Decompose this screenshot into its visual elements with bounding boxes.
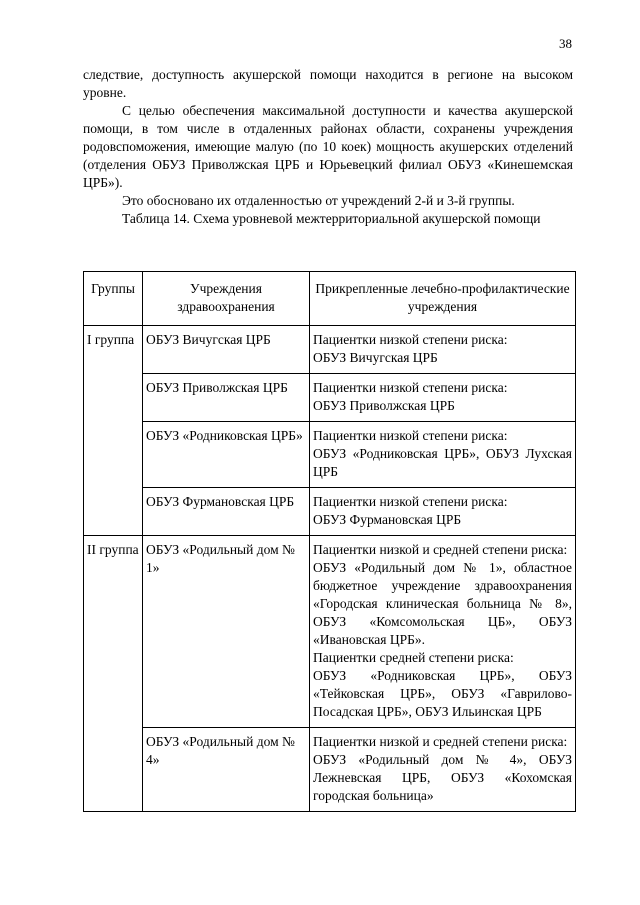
institution-cell: ОБУЗ «Родниковская ЦРБ» [143,422,310,488]
table-row [84,536,576,728]
attached-cell [310,374,576,422]
table-row [84,422,576,488]
attached-line: Пациентки низкой степени риска: [313,428,508,443]
attached-cell [310,536,576,728]
header-attached: Прикрепленные лечебно-профилактические учреждения [310,272,576,326]
attached-line: Пациентки средней степени риска: [313,650,514,665]
attached-cell [310,728,576,812]
attached-line: ОБУЗ Приволжская ЦРБ [313,398,455,413]
table-header-row [84,272,576,326]
table-row [84,728,576,812]
attached-cell [310,488,576,536]
attached-line: ОБУЗ «Родниковская ЦРБ», ОБУЗ Лухская ЦРБ [313,446,572,479]
obstetric-care-table [83,271,576,812]
attached-line: ОБУЗ Вичугская ЦРБ [313,350,438,365]
institution-cell: ОБУЗ «Родильный дом № 1» [143,536,310,728]
paragraph: С целью обеспечения максимальной доступности и качества акушерской помощи, в том числе в отдаленных районах области, сохранены учреждения родовспоможения, имеющие малую (по 10 коек) мощность акушерских отделений (отделения ОБУЗ Приволжская ЦРБ и Юрьевецкий филиал ОБУЗ «Кинешемская ЦРБ»). [83,103,573,190]
group-cell: II группа [84,536,143,812]
paragraph: Это обосновано их отдаленностью от учреждений 2-й и 3-й группы. [122,193,515,208]
attached-line: ОБУЗ «Родильный дом № 1», областное бюджетное учреждение здравоохранения «Городская клиническая больница № 8», ОБУЗ «Комсомольская ЦБ», ОБУЗ «Ивановская ЦРБ». [313,560,572,647]
institution-cell: ОБУЗ Фурмановская ЦРБ [143,488,310,536]
header-institutions: Учреждения здравоохранения [143,272,310,326]
group-cell: I группа [84,326,143,536]
table-row [84,374,576,422]
page-number: 38 [559,36,572,51]
attached-line: ОБУЗ Фурмановская ЦРБ [313,512,462,527]
institution-cell: ОБУЗ Приволжская ЦРБ [143,374,310,422]
attached-line: Пациентки низкой и средней степени риска: [313,734,568,749]
header-groups: Группы [84,272,143,326]
body-text [83,66,573,228]
attached-line: Пациентки низкой степени риска: [313,494,508,509]
table-row [84,488,576,536]
attached-line: ОБУЗ «Родниковская ЦРБ», ОБУЗ «Тейковская ЦРБ», ОБУЗ «Гаврилово-Посадская ЦРБ», ОБУЗ Ильинская ЦРБ [313,668,572,719]
institution-cell: ОБУЗ Вичугская ЦРБ [143,326,310,374]
attached-cell [310,422,576,488]
attached-line: Пациентки низкой степени риска: [313,332,508,347]
attached-cell [310,326,576,374]
attached-line: Пациентки низкой и средней степени риска: [313,542,568,557]
paragraph: следствие, доступность акушерской помощи находится в регионе на высоком уровне. [83,67,573,100]
institution-cell: ОБУЗ «Родильный дом № 4» [143,728,310,812]
table-caption: Таблица 14. Схема уровневой межтерриториальной акушерской помощи [122,211,541,226]
table-row [84,326,576,374]
attached-line: ОБУЗ «Родильный дом № 4», ОБУЗ Лежневская ЦРБ, ОБУЗ «Кохомская городская больница» [313,752,572,803]
attached-line: Пациентки низкой степени риска: [313,380,508,395]
